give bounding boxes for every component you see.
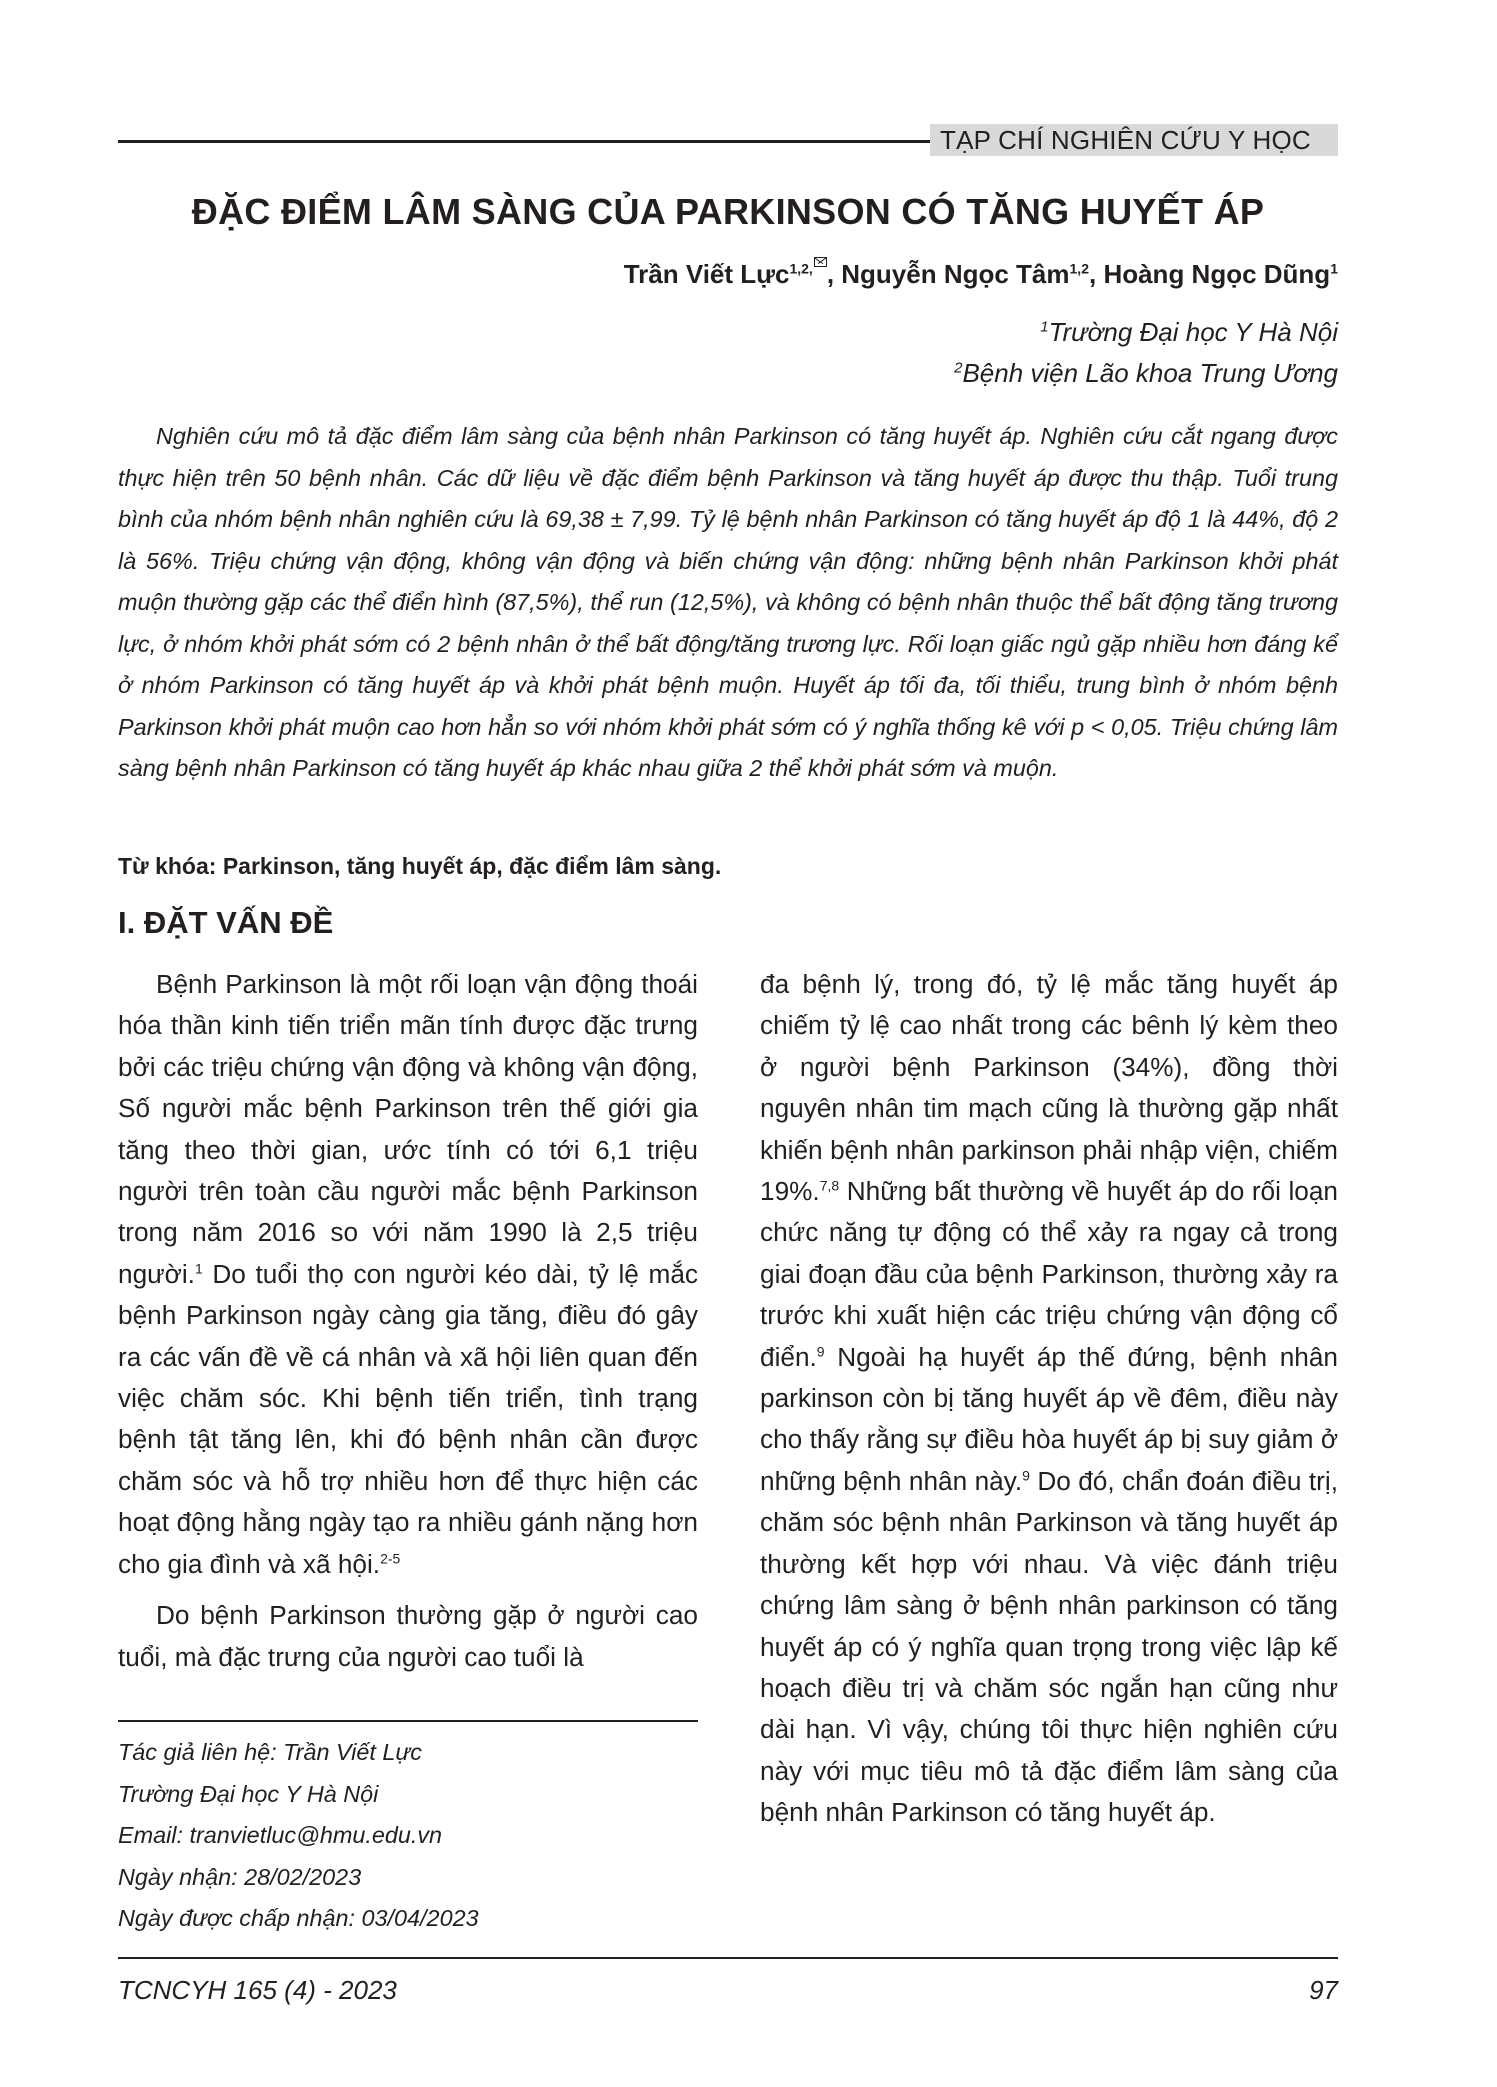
left-column (118, 964, 698, 1678)
journal-issue: TCNCYH 165 (4) - 2023 (118, 1975, 397, 2005)
keywords: Từ khóa: Parkinson, tăng huyết áp, đặc điểm lâm sàng. (118, 853, 722, 879)
citation: 2-5 (380, 1549, 401, 1566)
footnote-accepted-date: Ngày được chấp nhận: 03/04/2023 (118, 1905, 479, 1931)
body-text: Những bất thường về huyết áp do rối loạn chức năng tự động có thể xảy ra ngay cả trong giai đoạn đầu của bệnh Parkinson, thường xảy ra trước khi xuất hiện các triệu chứng vận động cổ điển. (760, 1176, 1338, 1372)
footnote-rule (118, 1720, 698, 1722)
citation: 9 (1022, 1467, 1030, 1484)
footnotes (118, 1732, 698, 1940)
author-affiliation-marker: 1,2, (789, 260, 813, 277)
body-paragraph (760, 964, 1338, 1834)
body-text: Bệnh Parkinson là một rối loạn vận động thoái hóa thần kinh tiến triển mãn tính được đặc trưng bởi các triệu chứng vận động và không vận động, Số người mắc bệnh Parkinson trên thế giới gia tăng theo thời gian, ước tính có tới 6,1 triệu người trên toàn cầu người mắc bệnh Parkinson trong năm 2016 so với năm 1990 là 2,5 triệu người. (118, 969, 698, 1289)
citation: 7,8 (819, 1177, 840, 1194)
author-affiliation-marker: 1,2 (1069, 260, 1089, 277)
body-text: đa bệnh lý, trong đó, tỷ lệ mắc tăng huyết áp chiếm tỷ lệ cao nhất trong các bênh lý kèm theo ở người bệnh Parkinson (34%), đồng thời nguyên nhân tim mạch cũng là thường gặp nhất khiến bệnh nhân parkinson phải nhập viện, chiếm 19%. (760, 969, 1338, 1207)
article-title: ĐẶC ĐIỂM LÂM SÀNG CỦA PARKINSON CÓ TĂNG HUYẾT ÁP (191, 191, 1265, 232)
author-list (624, 256, 1338, 292)
header-rule (118, 140, 933, 143)
affiliation-marker: 2 (954, 359, 963, 377)
author-name: Trần Viết Lực (623, 259, 790, 289)
affiliation-1 (1040, 315, 1338, 349)
footer-rule (118, 1957, 1338, 1959)
body-text: Do bệnh Parkinson thường gặp ở người cao tuổi, mà đặc trưng của người cao tuổi là (118, 1600, 698, 1672)
body-paragraph (118, 964, 698, 1585)
citation: 9 (816, 1342, 825, 1359)
author-separator: , (1088, 259, 1104, 289)
affiliation-2 (954, 356, 1338, 390)
author-name: Hoàng Ngọc Dũng (1103, 259, 1331, 289)
body-text: Do tuổi thọ con người kéo dài, tỷ lệ mắc bệnh Parkinson ngày càng gia tăng, điều đó gây ra các vấn đề về cá nhân và xã hội liên quan đến việc chăm sóc. Khi bệnh tiến triển, tình trạng bệnh tật tăng lên, khi đó bệnh nhân cần được chăm sóc và hỗ trợ nhiều hơn để thực hiện các hoạt động hằng ngày tạo ra nhiều gánh nặng hơn cho gia đình và xã hội. (118, 1258, 698, 1579)
section-heading: I. ĐẶT VẤN ĐỀ (118, 905, 334, 940)
page-number: 97 (1309, 1975, 1338, 2005)
body-paragraph (118, 1595, 698, 1678)
footnote-corresponding-author: Tác giả liên hệ: Trần Viết Lực (118, 1739, 422, 1765)
footnote-email: Email: tranvietluc@hmu.edu.vn (118, 1822, 443, 1848)
footnote-received-date: Ngày nhận: 28/02/2023 (118, 1863, 362, 1890)
abstract: Nghiên cứu mô tả đặc điểm lâm sàng của bệnh nhân Parkinson có tăng huyết áp. Nghiên cứu cắt ngang được thực hiện trên 50 bệnh nhân. Các dữ liệu về đặc điểm bệnh Parkinson và tăng huyết áp được thu thập. Tuổi trung bình của nhóm bệnh nhân nghiên cứu là 69,38 ± 7,99. Tỷ lệ bệnh nhân Parkinson có tăng huyết áp độ 1 là 44%, độ 2 là 56%. Triệu chứng vận động, không vận động và biến chứng vận động: những bệnh nhân Parkinson khởi phát muộn thường gặp các thể điển hình (87,5%), thể run (12,5%), và không có bệnh nhân thuộc thể bất động tăng trương lực, ở nhóm khởi phát sớm có 2 bệnh nhân ở thể bất động/tăng trương lực. Rối loạn giấc ngủ gặp nhiều hơn đáng kể ở nhóm Parkinson có tăng huyết áp và khởi phát bệnh muộn. Huyết áp tối đa, tối thiểu, trung bình ở nhóm bệnh Parkinson khởi phát muộn cao hơn hẳn so với nhóm khởi phát sớm có ý nghĩa thống kê với p < 0,05. Triệu chứng lâm sàng bệnh nhân Parkinson có tăng huyết áp khác nhau giữa 2 thể khởi phát sớm và muộn. (118, 423, 1338, 781)
author-name: Nguyễn Ngọc Tâm (841, 259, 1070, 289)
body-text: Do đó, chẩn đoán điều trị, chăm sóc bệnh nhân Parkinson và tăng huyết áp thường kết hợp với nhau. Và việc đánh triệu chứng lâm sàng ở bệnh nhân parkinson có tăng huyết áp có ý nghĩa quan trọng trong việc lập kế hoạch điều trị và chăm sóc ngắn hạn cũng như dài hạn. Vì vậy, chúng tôi thực hiện nghiên cứu này với mục tiêu mô tả đặc điểm lâm sàng của bệnh nhân Parkinson có tăng huyết áp. (760, 1465, 1338, 1828)
author-affiliation-marker: 1 (1330, 260, 1338, 277)
envelope-icon (814, 257, 827, 267)
affiliation-text: Trường Đại học Y Hà Nội (1048, 317, 1338, 347)
affiliation-marker: 1 (1040, 318, 1049, 336)
right-column (760, 964, 1338, 1834)
footnote-institution: Trường Đại học Y Hà Nội (118, 1780, 379, 1807)
journal-header: TẠP CHÍ NGHIÊN CỨU Y HỌC (930, 124, 1338, 156)
body-text: Ngoài hạ huyết áp thế đứng, bệnh nhân parkinson còn bị tăng huyết áp về đêm, điều này cho thấy rằng sự điều hòa huyết áp bị suy giảm ở những bệnh nhân này. (760, 1341, 1338, 1496)
affiliation-text: Bệnh viện Lão khoa Trung Ương (962, 358, 1338, 388)
citation: 1 (194, 1260, 203, 1277)
author-separator: , (826, 259, 842, 289)
